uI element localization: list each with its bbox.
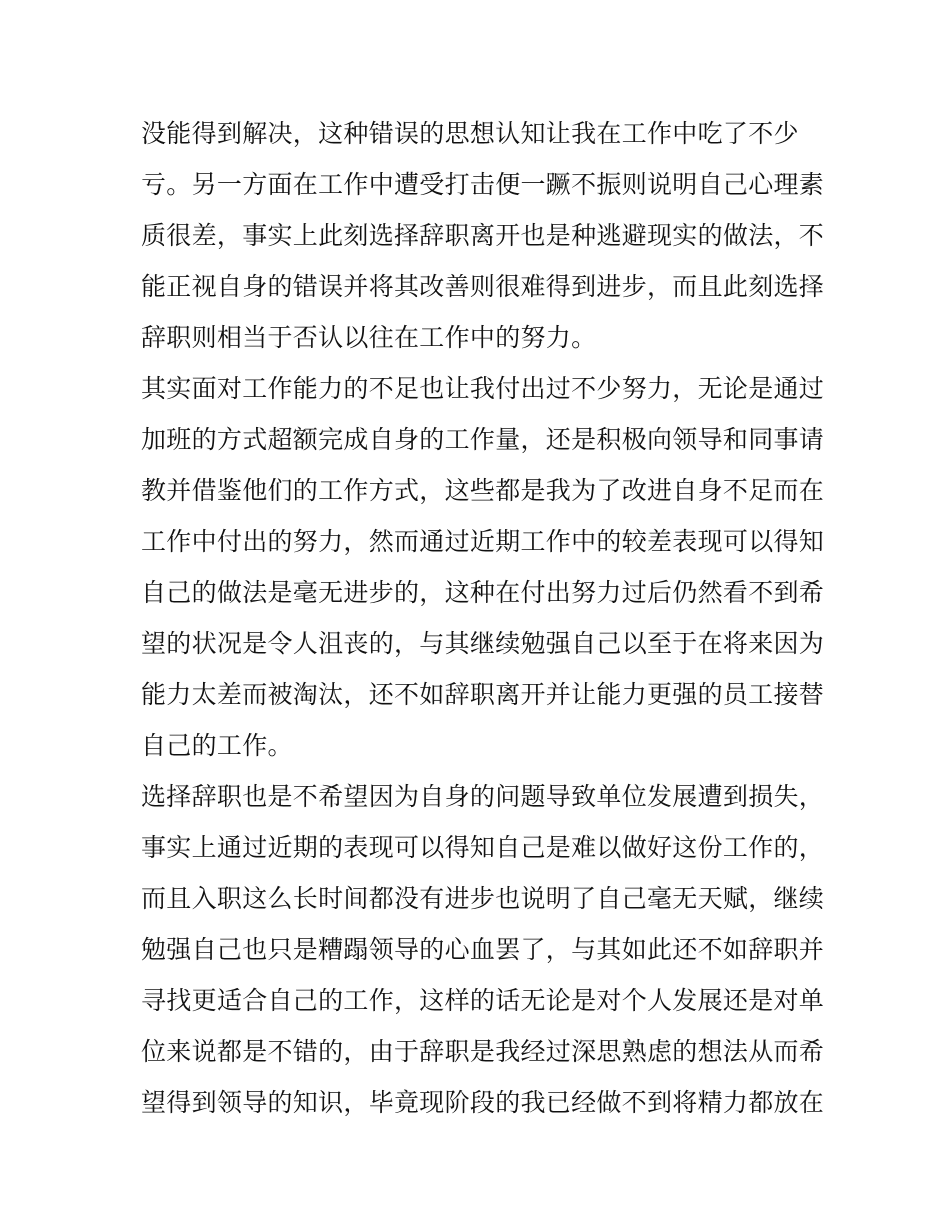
text-line: 辞职则相当于否认以往在工作中的努力。 [141,323,597,352]
text-line: 选择辞职也是不希望因为自身的问题导致单位发展遭到损失， [141,782,825,811]
text-line: 亏。另一方面在工作中遭受打击便一蹶不振则说明自己心理素 [141,170,825,199]
text-line: 质很差，事实上此刻选择辞职离开也是种逃避现实的做法，不 [141,221,825,250]
text-line: 能力太差而被淘汰，还不如辞职离开并让能力更强的员工接替 [141,680,825,709]
text-line: 加班的方式超额完成自身的工作量，还是积极向领导和同事请 [141,425,825,454]
text-line: 望得到领导的知识，毕竟现阶段的我已经做不到将精力都放在 [141,1088,825,1117]
text-line: 寻找更适合自己的工作，这样的话无论是对个人发展还是对单 [141,986,825,1015]
text-line: 而且入职这么长时间都没有进步也说明了自己毫无天赋，继续 [141,884,825,913]
text-line: 没能得到解决，这种错误的思想认知让我在工作中吃了不少 [141,119,799,148]
text-line: 自己的做法是毫无进步的，这种在付出努力过后仍然看不到希 [141,578,825,607]
text-line: 工作中付出的努力，然而通过近期工作中的较差表现可以得知 [141,527,825,556]
body-text [141,108,825,1128]
text-line: 位来说都是不错的，由于辞职是我经过深思熟虑的想法从而希 [141,1037,825,1066]
text-line: 自己的工作。 [141,731,293,760]
text-line: 望的状况是令人沮丧的，与其继续勉强自己以至于在将来因为 [141,629,825,658]
text-line: 其实面对工作能力的不足也让我付出过不少努力，无论是通过 [141,374,825,403]
text-line: 能正视自身的错误并将其改善则很难得到进步，而且此刻选择 [141,272,825,301]
text-line: 教并借鉴他们的工作方式，这些都是我为了改进自身不足而在 [141,476,825,505]
text-line: 勉强自己也只是糟蹋领导的心血罢了，与其如此还不如辞职并 [141,935,825,964]
text-line: 事实上通过近期的表现可以得知自己是难以做好这份工作的， [141,833,825,862]
